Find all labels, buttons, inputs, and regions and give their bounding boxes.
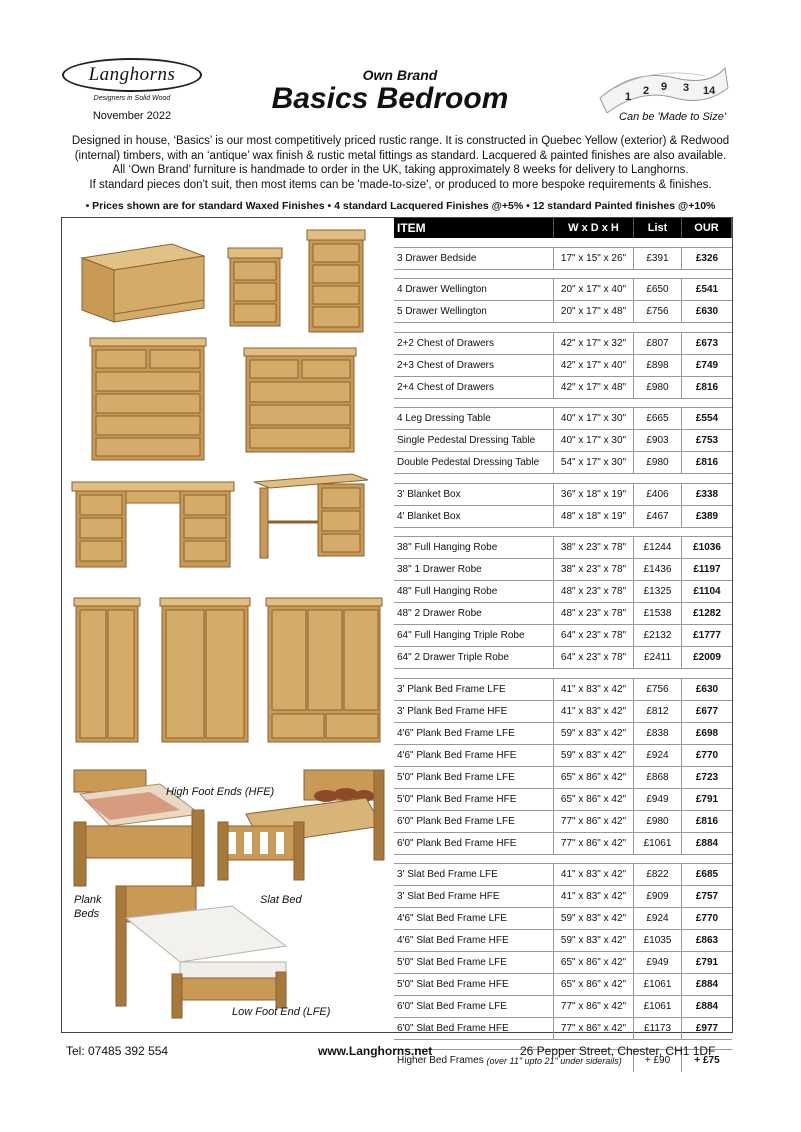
table-row bbox=[394, 355, 732, 377]
our-price-cell: £1197 bbox=[693, 564, 721, 575]
item-cell: 3' Blanket Box bbox=[394, 484, 554, 505]
dimensions-cell: 48" x 23" x 78" bbox=[554, 603, 634, 624]
intro-line: If standard pieces don't suit, then most items can be 'made-to-size', or produced to more bespoke requirements & finishes. bbox=[89, 178, 712, 191]
dimensions-cell: 41" x 83" x 42" bbox=[554, 701, 634, 722]
dimensions-cell: 41" x 83" x 42" bbox=[554, 886, 634, 907]
item-cell: 64" 2 Drawer Triple Robe bbox=[394, 647, 554, 668]
slat-bed-label: Slat Bed bbox=[260, 894, 302, 906]
dimensions-cell: 41" x 83" x 42" bbox=[554, 864, 634, 885]
our-price-cell: £673 bbox=[695, 337, 719, 349]
list-price-cell: £665 bbox=[634, 408, 682, 429]
list-price-cell: £1173 bbox=[634, 1018, 682, 1039]
list-price-cell: £1325 bbox=[634, 581, 682, 602]
dimensions-cell: 17" x 15" x 26" bbox=[554, 248, 634, 269]
plank-beds-label: Plank bbox=[74, 894, 102, 906]
list-price-cell: £756 bbox=[634, 679, 682, 700]
website-link[interactable]: www.Langhorns.net bbox=[318, 1044, 433, 1058]
dimensions-cell: 48" x 18" x 19" bbox=[554, 506, 634, 527]
list-price-cell: £980 bbox=[634, 811, 682, 832]
dimensions-cell: 59" x 83" x 42" bbox=[554, 745, 634, 766]
list-price-cell: £812 bbox=[634, 701, 682, 722]
price-table bbox=[394, 218, 732, 1072]
our-price-cell: £1777 bbox=[693, 630, 721, 641]
svg-text:2: 2 bbox=[643, 85, 650, 97]
our-price-cell: £749 bbox=[695, 359, 719, 371]
page-title: Basics Bedroom bbox=[271, 82, 509, 115]
list-price-cell: £1244 bbox=[634, 537, 682, 558]
item-cell: Double Pedestal Dressing Table bbox=[394, 452, 554, 473]
finishes-note: • Prices shown are for standard Waxed Finishes • 4 standard Lacquered Finishes @+5% • 12 standard Painted finishes @+10% bbox=[85, 200, 716, 212]
list-price-cell: £838 bbox=[634, 723, 682, 744]
table-row bbox=[394, 408, 732, 430]
dimensions-cell: 41" x 83" x 42" bbox=[554, 679, 634, 700]
langhorns-logo bbox=[62, 58, 202, 92]
item-cell: 5'0" Slat Bed Frame LFE bbox=[394, 952, 554, 973]
intro-line: All ‘Own Brand’ furniture is handmade to order in the UK, taking approximately 8 weeks for delivery to Langhorns. bbox=[112, 164, 689, 176]
table-row bbox=[394, 301, 732, 323]
list-price-cell: £903 bbox=[634, 430, 682, 451]
group-spacer bbox=[394, 669, 732, 679]
table-row bbox=[394, 559, 732, 581]
table-row bbox=[394, 723, 732, 745]
item-cell: 4 Drawer Wellington bbox=[394, 279, 554, 300]
single-pedestal-dressing-table-photo bbox=[252, 472, 370, 562]
our-price-cell: £816 bbox=[695, 815, 719, 827]
plank-bed-lfe-photo bbox=[112, 882, 290, 1022]
list-price-cell: £756 bbox=[634, 301, 682, 322]
list-price-cell: £898 bbox=[634, 355, 682, 376]
our-price-cell: £1104 bbox=[693, 586, 721, 597]
item-cell: 4'6" Slat Bed Frame LFE bbox=[394, 908, 554, 929]
item-cell: 6'0" Slat Bed Frame HFE bbox=[394, 1018, 554, 1039]
chest-of-drawers-photo bbox=[88, 336, 208, 464]
list-price-cell: £924 bbox=[634, 908, 682, 929]
list-price-cell: £807 bbox=[634, 333, 682, 354]
list-price-header: List bbox=[634, 218, 682, 238]
wellington-photo bbox=[304, 228, 368, 336]
item-cell: 2+4 Chest of Drawers bbox=[394, 377, 554, 398]
our-price-cell: £757 bbox=[695, 891, 719, 902]
table-row bbox=[394, 430, 732, 452]
our-price-cell: £753 bbox=[695, 435, 719, 446]
dimensions-cell: 59" x 83" x 42" bbox=[554, 930, 634, 951]
list-price-cell: £949 bbox=[634, 789, 682, 810]
our-price-cell: £1036 bbox=[693, 542, 721, 553]
item-cell: 6'0" Slat Bed Frame LFE bbox=[394, 996, 554, 1017]
table-row bbox=[394, 647, 732, 669]
tape-measure-icon bbox=[595, 58, 730, 113]
group-spacer bbox=[394, 238, 732, 248]
item-cell: 4'6" Plank Bed Frame LFE bbox=[394, 723, 554, 744]
table-row bbox=[394, 789, 732, 811]
dimensions-cell: 40" x 17" x 30" bbox=[554, 430, 634, 451]
table-row bbox=[394, 1018, 732, 1040]
list-price-cell: £467 bbox=[634, 506, 682, 527]
hanging-robe-photo bbox=[158, 596, 252, 746]
dimensions-cell: 65" x 86" x 42" bbox=[554, 789, 634, 810]
dimensions-cell: 20" x 17" x 40" bbox=[554, 279, 634, 300]
dimensions-cell: 38" x 23" x 78" bbox=[554, 537, 634, 558]
item-cell: 5 Drawer Wellington bbox=[394, 301, 554, 322]
table-row bbox=[394, 908, 732, 930]
table-row bbox=[394, 864, 732, 886]
issue-date: November 2022 bbox=[92, 110, 172, 122]
table-row bbox=[394, 679, 732, 701]
item-cell: 5'0" Plank Bed Frame LFE bbox=[394, 767, 554, 788]
our-price-cell: £816 bbox=[695, 457, 719, 468]
item-cell: 4'6" Slat Bed Frame HFE bbox=[394, 930, 554, 951]
table-body bbox=[394, 238, 732, 1050]
dimensions-cell: 40" x 17" x 30" bbox=[554, 408, 634, 429]
our-price-cell: £723 bbox=[695, 771, 719, 783]
list-price-cell: £822 bbox=[634, 864, 682, 885]
our-price-cell: £863 bbox=[695, 935, 719, 946]
table-row bbox=[394, 930, 732, 952]
item-cell: 3' Plank Bed Frame HFE bbox=[394, 701, 554, 722]
our-price-cell: £1282 bbox=[693, 608, 721, 619]
intro-line: (internal) timbers, with an ‘antique’ wax finish & rustic metal fittings as standard. Lacquered & painted finishes are also available. bbox=[74, 149, 727, 162]
table-row bbox=[394, 452, 732, 474]
dimensions-cell: 36" x 18" x 19" bbox=[554, 484, 634, 505]
dimensions-cell: 65" x 86" x 42" bbox=[554, 974, 634, 995]
table-row bbox=[394, 484, 732, 506]
table-row bbox=[394, 625, 732, 647]
dimensions-cell: 48" x 23" x 78" bbox=[554, 581, 634, 602]
table-row bbox=[394, 603, 732, 625]
table-header bbox=[394, 218, 732, 238]
our-price-cell: £630 bbox=[695, 683, 719, 695]
our-price-cell: £884 bbox=[695, 1001, 719, 1012]
list-price-cell: £406 bbox=[634, 484, 682, 505]
item-cell: 5'0" Slat Bed Frame HFE bbox=[394, 974, 554, 995]
group-spacer bbox=[394, 855, 732, 865]
list-price-cell: £868 bbox=[634, 767, 682, 788]
list-price-cell: £1436 bbox=[634, 559, 682, 580]
table-row bbox=[394, 886, 732, 908]
dimensions-cell: 77" x 86" x 42" bbox=[554, 833, 634, 854]
dimensions-cell: 65" x 86" x 42" bbox=[554, 952, 634, 973]
table-row bbox=[394, 974, 732, 996]
our-price-cell: £554 bbox=[695, 413, 719, 424]
list-price-cell: £924 bbox=[634, 745, 682, 766]
table-row bbox=[394, 745, 732, 767]
item-cell: 3' Plank Bed Frame LFE bbox=[394, 679, 554, 700]
list-price-cell: £1061 bbox=[634, 996, 682, 1017]
dimensions-cell: 59" x 83" x 42" bbox=[554, 723, 634, 744]
dimensions-cell: 42" x 17" x 40" bbox=[554, 355, 634, 376]
list-price-cell: £2411 bbox=[634, 647, 682, 668]
dimensions-cell: 64" x 23" x 78" bbox=[554, 625, 634, 646]
group-spacer bbox=[394, 474, 732, 484]
dimensions-cell: 65" x 86" x 42" bbox=[554, 767, 634, 788]
intro-text bbox=[40, 134, 761, 192]
our-price-cell: £770 bbox=[695, 749, 719, 761]
list-price-cell: £650 bbox=[634, 279, 682, 300]
svg-text:9: 9 bbox=[661, 81, 668, 93]
list-price-cell: £1538 bbox=[634, 603, 682, 624]
our-price-cell: £884 bbox=[695, 979, 719, 990]
product-photos bbox=[62, 218, 394, 1032]
our-price-cell: £698 bbox=[695, 727, 719, 739]
table-row bbox=[394, 811, 732, 833]
dimensions-cell: 59" x 83" x 42" bbox=[554, 908, 634, 929]
page-header bbox=[0, 0, 801, 130]
our-price-header: OUR bbox=[682, 218, 732, 238]
our-price-cell: £816 bbox=[695, 381, 719, 393]
item-cell: 2+2 Chest of Drawers bbox=[394, 333, 554, 354]
table-row bbox=[394, 581, 732, 603]
hanging-robe-photo bbox=[72, 596, 142, 746]
list-price-cell: £980 bbox=[634, 452, 682, 473]
telephone: Tel: 07485 392 554 bbox=[66, 1044, 169, 1058]
table-row bbox=[394, 537, 732, 559]
our-price-cell: £884 bbox=[695, 837, 719, 849]
chest-of-drawers-photo bbox=[242, 346, 358, 456]
item-cell: 6'0" Plank Bed Frame HFE bbox=[394, 833, 554, 854]
table-row bbox=[394, 506, 732, 528]
our-price-cell: £677 bbox=[695, 705, 719, 717]
plank-beds-label: Beds bbox=[74, 908, 100, 920]
dimensions-cell: 42" x 17" x 32" bbox=[554, 333, 634, 354]
intro-line: Designed in house, ‘Basics’ is our most competitively priced rustic range. It is constructed in Quebec Yellow (exterior) & Redwood bbox=[71, 135, 730, 147]
item-cell: 6'0" Plank Bed Frame LFE bbox=[394, 811, 554, 832]
address: 26 Pepper Street, Chester, CH1 1DF bbox=[520, 1044, 716, 1058]
our-price-cell: + £75 bbox=[694, 1055, 720, 1066]
item-cell: 64" Full Hanging Triple Robe bbox=[394, 625, 554, 646]
list-price-cell: £391 bbox=[634, 248, 682, 269]
list-price-cell: £949 bbox=[634, 952, 682, 973]
table-row bbox=[394, 701, 732, 723]
double-pedestal-dressing-table-photo bbox=[70, 480, 236, 570]
dimensions-header: W x D x H bbox=[554, 218, 634, 238]
group-spacer bbox=[394, 528, 732, 538]
our-price-cell: £977 bbox=[695, 1023, 719, 1034]
table-row bbox=[394, 833, 732, 855]
table-row bbox=[394, 996, 732, 1018]
made-to-size-note: Can be 'Made to Size' bbox=[619, 111, 726, 123]
table-row bbox=[394, 248, 732, 270]
item-cell: 4 Leg Dressing Table bbox=[394, 408, 554, 429]
item-cell: 4'6" Plank Bed Frame HFE bbox=[394, 745, 554, 766]
our-price-cell: £791 bbox=[695, 793, 719, 805]
list-price-cell: £909 bbox=[634, 886, 682, 907]
group-spacer bbox=[394, 270, 732, 280]
dimensions-cell: 77" x 86" x 42" bbox=[554, 1018, 634, 1039]
item-header: ITEM bbox=[394, 218, 554, 238]
item-cell: 3 Drawer Bedside bbox=[394, 248, 554, 269]
svg-text:1: 1 bbox=[625, 91, 632, 103]
triple-robe-photo bbox=[264, 596, 384, 746]
list-price-cell: £980 bbox=[634, 377, 682, 398]
svg-text:14: 14 bbox=[703, 85, 716, 97]
svg-text:3: 3 bbox=[683, 82, 690, 94]
logo-text: Langhorns bbox=[88, 64, 176, 85]
dimensions-cell: 38" x 23" x 78" bbox=[554, 559, 634, 580]
table-row bbox=[394, 767, 732, 789]
list-price-cell: £2132 bbox=[634, 625, 682, 646]
our-price-cell: £541 bbox=[695, 284, 719, 295]
our-price-cell: £389 bbox=[695, 510, 719, 522]
item-name: Higher Bed Frames bbox=[397, 1055, 484, 1066]
table-row bbox=[394, 952, 732, 974]
item-cell: 3' Slat Bed Frame HFE bbox=[394, 886, 554, 907]
list-price-cell: £1061 bbox=[634, 833, 682, 854]
list-price-cell: £1061 bbox=[634, 974, 682, 995]
blanket-box-photo bbox=[76, 230, 208, 326]
group-spacer bbox=[394, 323, 732, 333]
slat-bed-photo bbox=[216, 766, 388, 882]
list-price-cell: £1035 bbox=[634, 930, 682, 951]
dimensions-cell: 64" x 23" x 78" bbox=[554, 647, 634, 668]
dimensions-cell: 77" x 86" x 42" bbox=[554, 996, 634, 1017]
item-cell: 2+3 Chest of Drawers bbox=[394, 355, 554, 376]
item-cell: 3' Slat Bed Frame LFE bbox=[394, 864, 554, 885]
our-price-cell: £338 bbox=[695, 488, 719, 500]
item-cell: Single Pedestal Dressing Table bbox=[394, 430, 554, 451]
kicker: Own Brand bbox=[362, 67, 438, 83]
our-price-cell: £791 bbox=[695, 957, 719, 968]
our-price-cell: £770 bbox=[695, 913, 719, 924]
bedside-photo bbox=[224, 244, 286, 330]
hfe-label: High Foot Ends (HFE) bbox=[166, 786, 275, 798]
item-cell: 5'0" Plank Bed Frame HFE bbox=[394, 789, 554, 810]
list-price-cell: + £90 bbox=[634, 1050, 682, 1072]
our-price-cell: £326 bbox=[695, 252, 719, 264]
item-cell: 38" Full Hanging Robe bbox=[394, 537, 554, 558]
table-row bbox=[394, 279, 732, 301]
dimensions-cell: 42" x 17" x 48" bbox=[554, 377, 634, 398]
table-row bbox=[394, 377, 732, 399]
group-spacer bbox=[394, 399, 732, 409]
table-row bbox=[394, 333, 732, 355]
item-cell: 48" 2 Drawer Robe bbox=[394, 603, 554, 624]
lfe-label: Low Foot End (LFE) bbox=[232, 1006, 331, 1018]
item-cell: 4' Blanket Box bbox=[394, 506, 554, 527]
our-price-cell: £685 bbox=[695, 869, 719, 880]
dimensions-cell: 20" x 17" x 48" bbox=[554, 301, 634, 322]
plank-bed-hfe-photo bbox=[70, 766, 210, 890]
item-cell: 48" Full Hanging Robe bbox=[394, 581, 554, 602]
logo-tagline: Designers in Solid Wood bbox=[93, 95, 171, 102]
our-price-cell: £2009 bbox=[693, 652, 721, 663]
dimensions-cell: 77" x 86" x 42" bbox=[554, 811, 634, 832]
our-price-cell: £630 bbox=[695, 306, 719, 317]
item-cell: 38" 1 Drawer Robe bbox=[394, 559, 554, 580]
item-note: (over 11" upto 21" under siderails) bbox=[486, 1055, 622, 1066]
dimensions-cell: 54" x 17" x 30" bbox=[554, 452, 634, 473]
